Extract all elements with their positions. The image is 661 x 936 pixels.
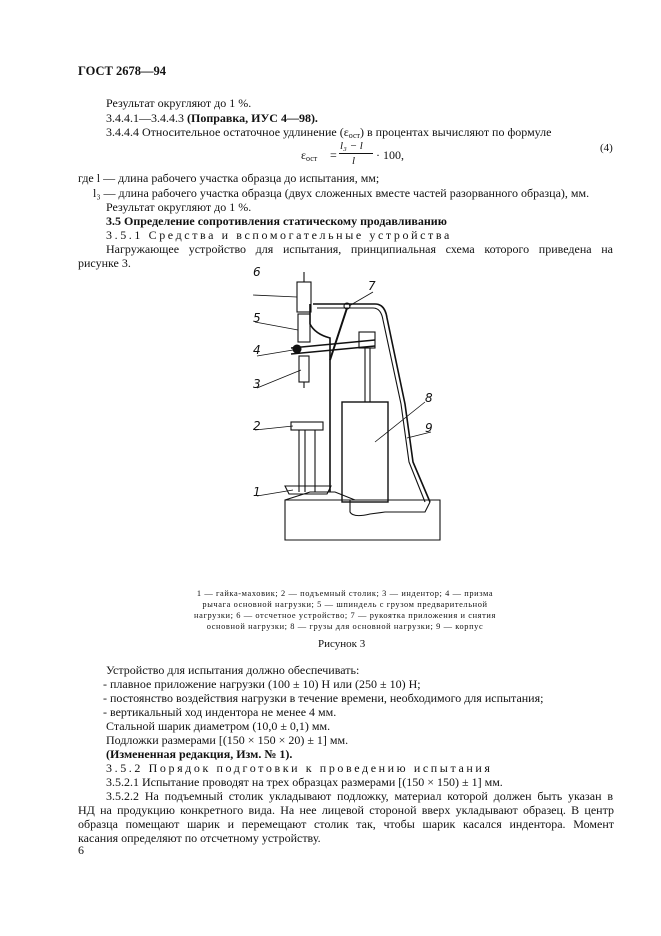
lever-prism [293, 345, 301, 353]
housing-inner-wall [317, 308, 425, 502]
label-1: 1 [253, 485, 261, 499]
figure-title: Рисунок 3 [318, 638, 366, 650]
formula-numerator: l₃ − l [340, 140, 363, 152]
where-line-1: где l — длина рабочего участка образца до испытания, мм; [78, 171, 380, 185]
req-item-1: - плавное приложение нагрузки (100 ± 10) Н или (250 ± 10) Н; [103, 677, 421, 691]
label-7: 7 [368, 279, 376, 293]
document-header: ГОСТ 2678—94 [78, 64, 167, 78]
formula-lhs-subscript: ост [306, 154, 318, 163]
formula-denominator: l [352, 155, 356, 167]
req-intro: Устройство для испытания должно обеспечивать: [106, 663, 360, 677]
housing-left-wall [310, 304, 330, 492]
leader-5 [255, 322, 298, 330]
label-6: 6 [253, 265, 261, 279]
fraction-bar [339, 153, 373, 154]
amendment-note: (Поправка, ИУС 4—98). [187, 111, 318, 125]
paragraph-amendment [106, 111, 614, 126]
figure-caption-line-4: основной нагрузки; 8 — грузы для основной нагрузки; 9 — корпус [206, 622, 484, 631]
clause-range: 3.4.4.1—3.4.4.3 [106, 111, 187, 125]
handle [330, 308, 347, 360]
pad-spec: Подложки размерами [(150 × 150 × 20) ± 1] мм. [106, 733, 349, 747]
paragraph-rounding: Результат округляют до 1 %. [106, 96, 252, 110]
label-3: 3 [253, 377, 261, 391]
formula-tail: · 100, [376, 148, 404, 162]
paragraph-3-5-2-2-line-2: НД на продукцию конкретного вида. На нее лицевой стороной вверх укладывают образец. В центр [78, 803, 614, 817]
figure-3-diagram [235, 262, 475, 542]
indenter [299, 356, 309, 382]
req-item-3: - вертикальный ход индентора не менее 4 мм. [103, 705, 337, 719]
weights [342, 402, 388, 502]
leader-3 [257, 370, 301, 388]
formula-lhs-symbol: ε [301, 148, 307, 162]
paragraph-3-5-2-2-line-4: касания определяют по отсчетному устройству. [78, 831, 321, 845]
label-4: 4 [253, 343, 261, 357]
paragraph-3-5-2-2-line-3: образца помещают шарик и перемещают столик так, чтобы шарик касался индентора. Момент [78, 817, 614, 831]
paragraph-3-5-2-2-line-1: 3.5.2.2 На подъемный столик укладывают подложку, материал которой должен быть указан в [106, 789, 613, 803]
paragraph-3-5-2-1: 3.5.2.1 Испытание проводят на трех образцах размерами [(150 × 150) ± 1] мм. [106, 775, 503, 789]
subsection-heading-3-5-2: 3.5.2 Порядок подготовки к проведению испытания [106, 761, 493, 775]
leader-6 [253, 295, 297, 297]
figure-caption-line-3: нагрузки; 6 — отсчетное устройство; 7 — рукоятка приложения и снятия [194, 611, 496, 620]
label-5: 5 [253, 311, 261, 325]
paragraph-rounding-2: Результат округляют до 1 %. [106, 200, 252, 214]
lifting-table-top [291, 422, 323, 430]
leader-4 [257, 350, 293, 356]
page-number: 6 [78, 843, 84, 857]
revision-note: (Измененная редакция, Изм. № 1). [106, 747, 293, 761]
figure-caption-line-1: 1 — гайка-маховик; 2 — подъемный столик; 3 — индентор; 4 — призма [196, 589, 494, 598]
leader-2 [255, 426, 293, 430]
formula-equals: = [330, 148, 337, 162]
reading-device [297, 282, 311, 312]
where-line-2: l₃ — длина рабочего участка образца (двух сложенных вместе частей разорванного образца), мм. [93, 186, 590, 200]
base-block [285, 500, 440, 540]
subsection-heading-3-5-1: 3.5.1 Средства и вспомогательные устройства [106, 228, 452, 242]
formula-lhs [301, 148, 317, 163]
label-9: 9 [425, 421, 433, 435]
base-top [285, 492, 355, 500]
req-item-2: - постоянство воздействия нагрузки в течение времени, необходимого для испытания; [103, 691, 544, 705]
paragraph-device-a: Нагружающее устройство для испытания, принципиальная схема которого приведена на [106, 242, 613, 256]
leader-8 [375, 402, 425, 442]
label-2: 2 [253, 419, 261, 433]
label-8: 8 [425, 391, 433, 405]
ball-spec: Стальной шарик диаметром (10,0 ± 0,1) мм. [106, 719, 331, 733]
spindle [298, 314, 310, 342]
elongation-subscript: ост [348, 131, 361, 140]
figure-caption-line-2: рычага основной нагрузки; 5 — шпиндель с грузом предварительной [202, 600, 488, 609]
leader-1 [257, 490, 293, 496]
section-heading-3-5: 3.5 Определение сопротивления статическому продавливанию [106, 214, 447, 228]
elongation-text-b: ) в процентах вычисляют по формуле [360, 125, 552, 139]
formula-number: (4) [600, 142, 613, 154]
elongation-text-a: 3.4.4.4 Относительное остаточное удлинение (ε [106, 125, 349, 139]
paragraph-device-b: рисунке 3. [78, 256, 131, 270]
